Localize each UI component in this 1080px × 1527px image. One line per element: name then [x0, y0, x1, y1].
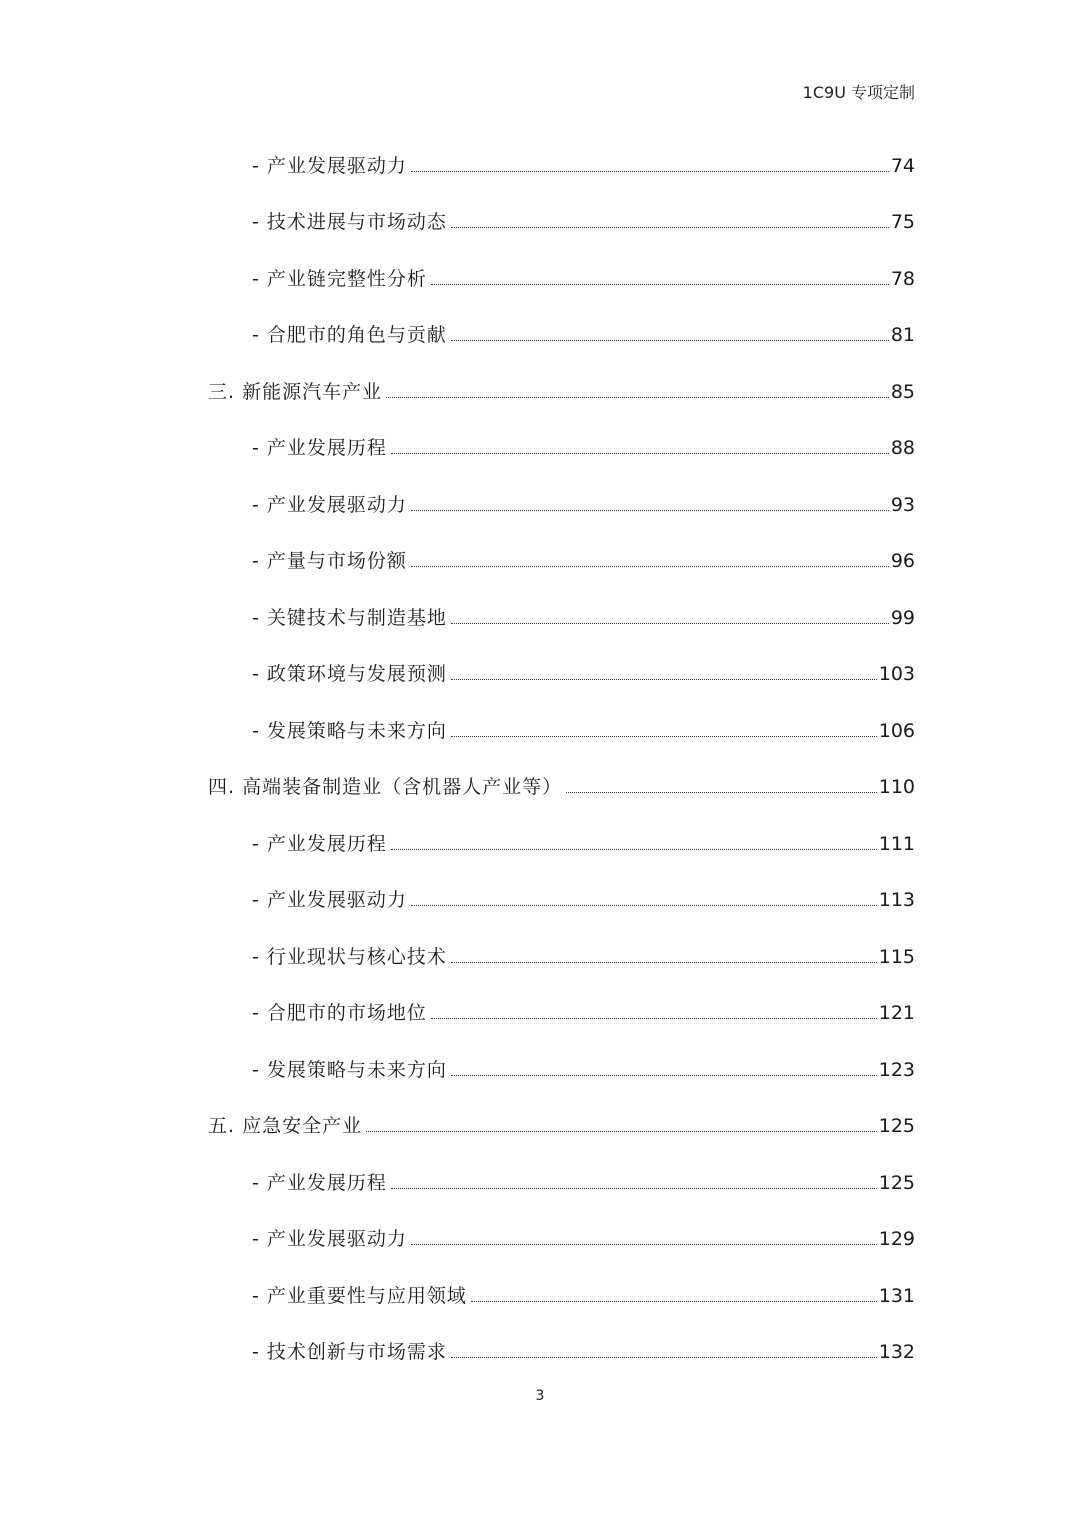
toc-entry-label: - 合肥市的市场地位 [252, 1002, 427, 1025]
toc-entry-label: - 产业发展驱动力 [252, 1228, 407, 1251]
toc-entry-label: - 产业链完整性分析 [252, 267, 427, 290]
toc-entry-page: 96 [890, 550, 915, 573]
toc-subsection-entry[interactable] [0, 984, 1080, 1041]
toc-entry-page: 123 [878, 1058, 915, 1081]
toc-entry-page: 121 [878, 1002, 915, 1025]
toc-entry-line [252, 716, 915, 743]
toc-entry-label: - 技术进展与市场动态 [252, 211, 447, 234]
toc-entry-line [252, 490, 915, 517]
page-header: 1C9U 专项定制 [802, 83, 915, 102]
toc-entry-label: - 产业发展历程 [252, 1171, 387, 1194]
table-of-contents [0, 136, 1080, 1379]
toc-subsection-entry[interactable] [0, 1210, 1080, 1267]
dot-leader [471, 1301, 877, 1302]
toc-entry-page: 115 [878, 945, 915, 968]
toc-entry-page: 74 [890, 154, 915, 177]
toc-entry-line [252, 942, 915, 969]
toc-subsection-entry[interactable] [0, 1040, 1080, 1097]
toc-subsection-entry[interactable] [0, 532, 1080, 589]
toc-entry-label: - 产业发展驱动力 [252, 493, 407, 516]
toc-section-entry[interactable] [0, 362, 1080, 419]
toc-subsection-entry[interactable] [0, 1266, 1080, 1323]
toc-entry-line [252, 151, 915, 178]
dot-leader [391, 849, 877, 850]
toc-entry-page: 85 [890, 380, 915, 403]
toc-entry-label: - 合肥市的角色与贡献 [252, 324, 447, 347]
dot-leader [566, 792, 877, 793]
toc-subsection-entry[interactable] [0, 701, 1080, 758]
toc-section-entry[interactable] [0, 1097, 1080, 1154]
toc-entry-page: 132 [878, 1341, 915, 1364]
toc-entry-line [252, 1055, 915, 1082]
toc-subsection-entry[interactable] [0, 645, 1080, 702]
dot-leader [366, 1131, 877, 1132]
toc-entry-line [252, 998, 915, 1025]
toc-subsection-entry[interactable] [0, 136, 1080, 193]
toc-subsection-entry[interactable] [0, 814, 1080, 871]
dot-leader [451, 1357, 877, 1358]
dot-leader [451, 227, 889, 228]
toc-entry-line [252, 603, 915, 630]
toc-subsection-entry[interactable] [0, 193, 1080, 250]
dot-leader [391, 453, 889, 454]
toc-entry-line [252, 1337, 915, 1364]
toc-entry-line [252, 546, 915, 573]
dot-leader [411, 905, 877, 906]
toc-entry-label: - 关键技术与制造基地 [252, 606, 447, 629]
toc-subsection-entry[interactable] [0, 419, 1080, 476]
toc-subsection-entry[interactable] [0, 871, 1080, 928]
dot-leader [431, 284, 889, 285]
toc-subsection-entry[interactable] [0, 588, 1080, 645]
toc-entry-line [252, 1224, 915, 1251]
toc-entry-page: 111 [878, 832, 915, 855]
toc-subsection-entry[interactable] [0, 475, 1080, 532]
toc-entry-page: 99 [890, 606, 915, 629]
toc-entry-label: - 政策环境与发展预测 [252, 663, 447, 686]
toc-entry-line [208, 1111, 915, 1138]
toc-entry-page: 125 [878, 1171, 915, 1194]
page-number: 3 [535, 1388, 545, 1404]
dot-leader [411, 1244, 877, 1245]
toc-entry-page: 113 [878, 889, 915, 912]
dot-leader [386, 397, 889, 398]
toc-entry-page: 125 [878, 1115, 915, 1138]
toc-subsection-entry[interactable] [0, 1323, 1080, 1380]
toc-entry-label: - 产业发展驱动力 [252, 889, 407, 912]
toc-entry-page: 75 [890, 211, 915, 234]
toc-entry-label: 三. 新能源汽车产业 [208, 380, 383, 403]
toc-entry-page: 78 [890, 267, 915, 290]
dot-leader [411, 566, 889, 567]
dot-leader [411, 171, 889, 172]
toc-entry-label: 五. 应急安全产业 [208, 1115, 363, 1138]
dot-leader [451, 340, 889, 341]
toc-entry-label: - 产量与市场份额 [252, 550, 407, 573]
toc-subsection-entry[interactable] [0, 306, 1080, 363]
toc-entry-label: - 行业现状与核心技术 [252, 945, 447, 968]
toc-entry-line [252, 264, 915, 291]
toc-entry-page: 106 [878, 719, 915, 742]
toc-entry-line [252, 1168, 915, 1195]
toc-entry-label: - 发展策略与未来方向 [252, 719, 447, 742]
toc-entry-line [252, 320, 915, 347]
toc-subsection-entry[interactable] [0, 249, 1080, 306]
toc-entry-line [252, 885, 915, 912]
toc-subsection-entry[interactable] [0, 927, 1080, 984]
toc-entry-page: 88 [890, 437, 915, 460]
dot-leader [451, 679, 877, 680]
toc-subsection-entry[interactable] [0, 1153, 1080, 1210]
toc-entry-line [208, 377, 915, 404]
toc-entry-label: - 产业发展历程 [252, 832, 387, 855]
toc-entry-line [252, 659, 915, 686]
toc-entry-line [252, 433, 915, 460]
toc-entry-page: 81 [890, 324, 915, 347]
toc-entry-page: 129 [878, 1228, 915, 1251]
toc-entry-label: - 产业发展历程 [252, 437, 387, 460]
toc-entry-page: 131 [878, 1284, 915, 1307]
dot-leader [431, 1018, 877, 1019]
toc-entry-label: - 发展策略与未来方向 [252, 1058, 447, 1081]
toc-entry-page: 103 [878, 663, 915, 686]
toc-section-entry[interactable] [0, 758, 1080, 815]
toc-entry-label: - 产业重要性与应用领域 [252, 1284, 467, 1307]
toc-entry-label: 四. 高端装备制造业（含机器人产业等） [208, 776, 563, 799]
toc-entry-page: 110 [878, 776, 915, 799]
dot-leader [451, 736, 877, 737]
toc-entry-line [208, 772, 915, 799]
dot-leader [411, 510, 889, 511]
dot-leader [451, 962, 877, 963]
dot-leader [391, 1188, 877, 1189]
dot-leader [451, 623, 889, 624]
toc-entry-line [252, 207, 915, 234]
toc-entry-page: 93 [890, 493, 915, 516]
toc-entry-label: - 产业发展驱动力 [252, 154, 407, 177]
toc-entry-line [252, 1281, 915, 1308]
dot-leader [451, 1075, 877, 1076]
toc-entry-label: - 技术创新与市场需求 [252, 1341, 447, 1364]
toc-entry-line [252, 829, 915, 856]
